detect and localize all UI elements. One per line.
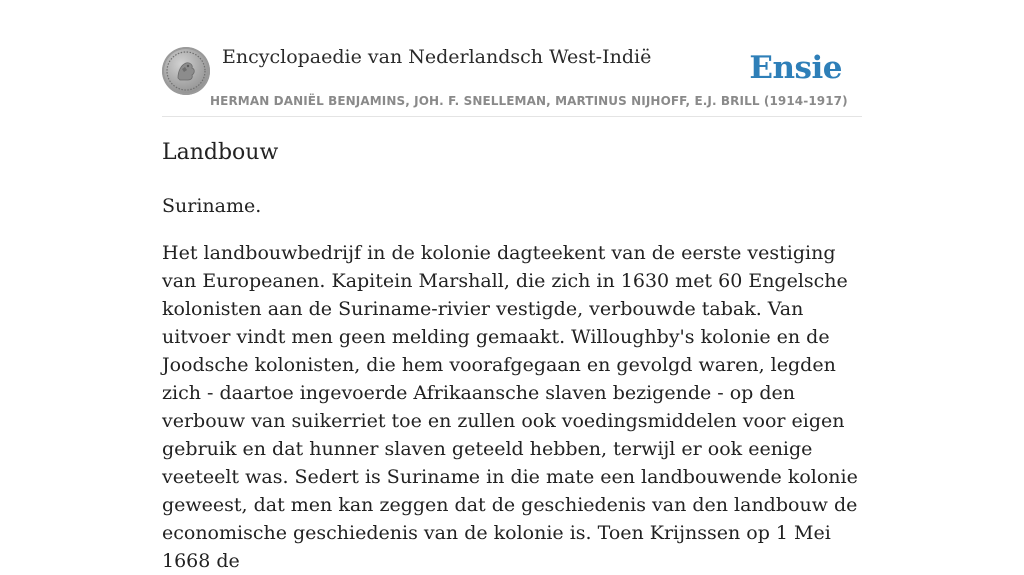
entry-body: Het landbouwbedrijf in de kolonie dagteekent van de eerste vestiging van Europeanen. Kapitein Marshall, die zich in 1630 met 60 Engelsche kolonisten aan de Suriname-rivier vestigde, verbouwde tabak. Van uitvoer vindt men geen melding gemaakt. Willoughby's kolonie en de Joodsche kolonisten, die hem voorafgegaan en gevolgd waren, legden zich - daartoe ingevoerde Afrikaansche slaven bezigende - op den verbouw van suikerriet toe en zullen ook voedingsmiddelen voor eigen gebruik en dat hunner slaven geteeld hebben, terwijl er ook eenige veeteelt was. Sedert is Suriname in die mate een landbouwende kolonie geweest, dat men kan zeggen dat de geschiedenis van den landbouw de economische geschiedenis van de kolonie is. Toen Krijnssen op 1 Mei 1668 de <box>162 242 858 572</box>
authors-line: HERMAN DANIËL BENJAMINS, JOH. F. SNELLEMAN, MARTINUS NIJHOFF, E.J. BRILL (1914-1917) <box>210 94 848 108</box>
entry-subtitle: Suriname. <box>162 195 262 217</box>
coin-lion-emblem-icon[interactable] <box>162 47 210 95</box>
entry-title: Landbouw <box>162 140 279 165</box>
ensie-logo[interactable]: Ensie <box>749 50 842 86</box>
site-header <box>162 40 862 117</box>
encyclopedia-title[interactable]: Encyclopaedie van Nederlandsch West-Indië <box>222 46 652 68</box>
